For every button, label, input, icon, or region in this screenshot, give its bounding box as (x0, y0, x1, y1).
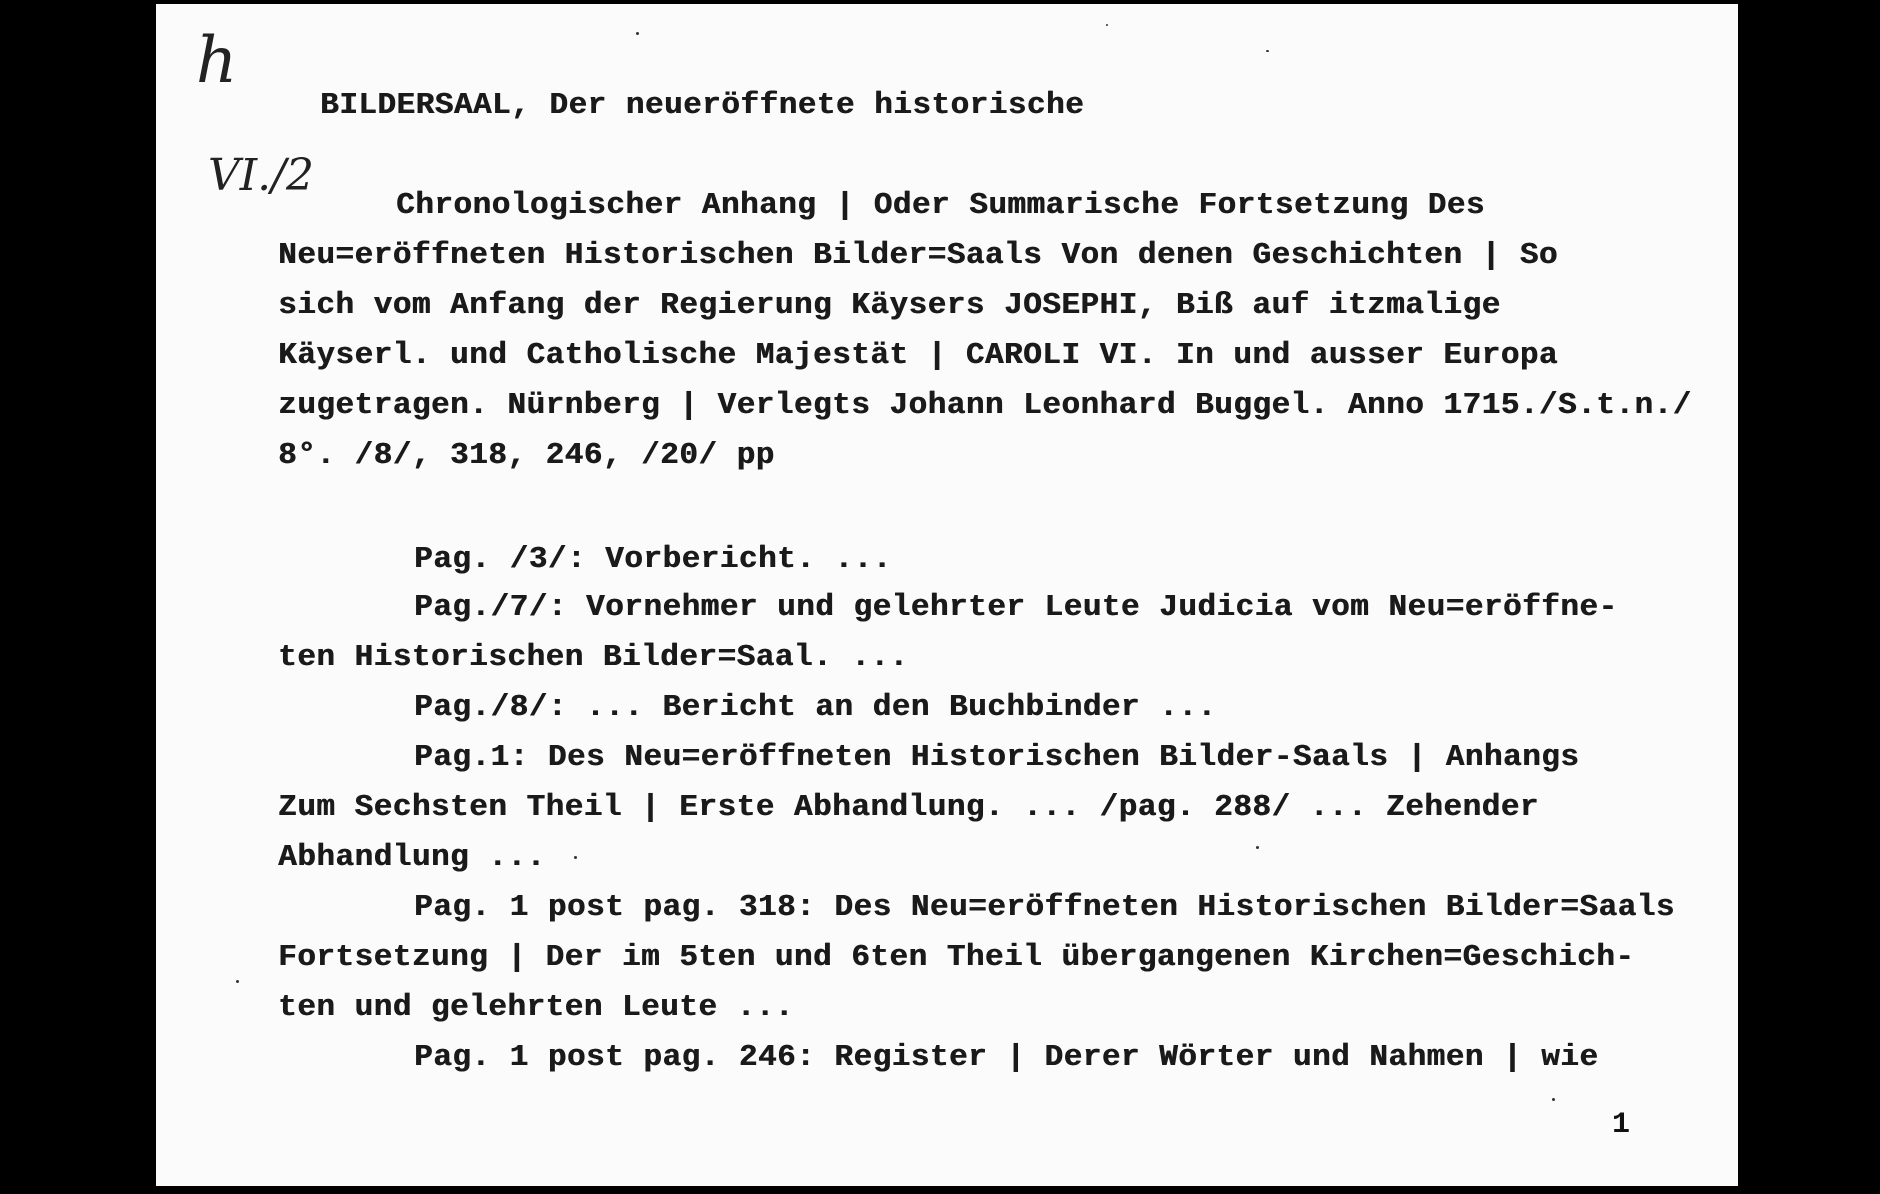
note-line: Pag./8/: ... Bericht an den Buchbinder ... (414, 690, 1217, 725)
note-line: Pag.1: Des Neu=eröffneten Historischen Bilder-Saals | Anhangs (414, 740, 1580, 775)
scan-speck (574, 856, 577, 859)
collation-line: 8°. /8/, 318, 246, /20/ pp (278, 438, 775, 473)
scan-speck (236, 980, 239, 983)
scan-speck (1266, 50, 1269, 52)
handwritten-shelf-mark: VI./2 (208, 150, 314, 201)
note-line: Pag. 1 post pag. 318: Des Neu=eröffneten Historischen Bilder=Saals (414, 890, 1675, 925)
note-line: ten Historischen Bilder=Saal. ... (278, 640, 909, 675)
note-line: Pag. 1 post pag. 246: Register | Derer Wörter und Nahmen | wie (414, 1040, 1599, 1075)
note-line: Pag. /3/: Vorbericht. ... (414, 542, 892, 577)
note-line: Fortsetzung | Der im 5ten und 6ten Theil übergangenen Kirchen=Geschich- (278, 940, 1635, 975)
scan-speck (1106, 24, 1108, 26)
catalog-card (156, 4, 1738, 1186)
note-line: ten und gelehrten Leute ... (278, 990, 794, 1025)
title-line: sich vom Anfang der Regierung Käysers JOSEPHI, Biß auf itzmalige (278, 288, 1501, 323)
card-heading: BILDERSAAL, Der neueröffnete historische (320, 88, 1085, 123)
scan-speck (636, 32, 639, 35)
handwritten-annotation: h (196, 24, 238, 98)
title-line: Chronologischer Anhang | Oder Summarische Fortsetzung Des (396, 188, 1485, 223)
scan-speck (1256, 846, 1259, 849)
title-line: zugetragen. Nürnberg | Verlegts Johann Leonhard Buggel. Anno 1715./S.t.n./ (278, 388, 1692, 423)
note-line: Abhandlung ... (278, 840, 546, 875)
scan-speck (1552, 1098, 1555, 1101)
title-line: Neu=eröffneten Historischen Bilder=Saals Von denen Geschichten | So (278, 238, 1558, 273)
note-line: Pag./7/: Vornehmer und gelehrter Leute Judicia vom Neu=eröffne- (414, 590, 1618, 625)
page-number: 1 (1612, 1108, 1631, 1142)
title-line: Käyserl. und Catholische Majestät | CAROLI VI. In und ausser Europa (278, 338, 1558, 373)
note-line: Zum Sechsten Theil | Erste Abhandlung. ... /pag. 288/ ... Zehender (278, 790, 1539, 825)
